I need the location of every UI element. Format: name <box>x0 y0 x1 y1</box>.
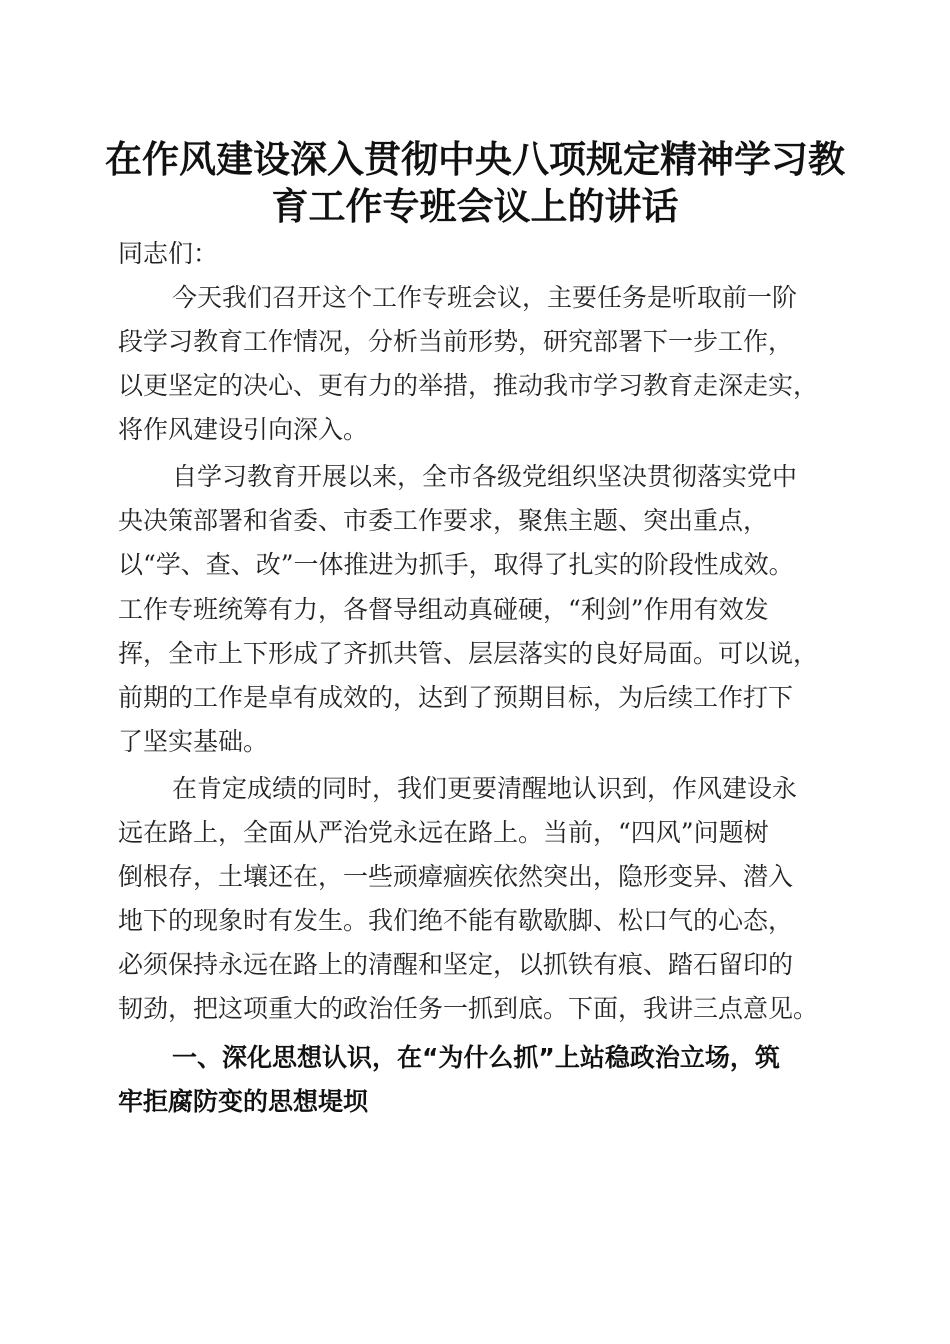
section-heading-1-line-1: 一、深化思想认识，在“为什么抓”上站稳政治立场，筑 <box>172 1043 780 1072</box>
paragraph3-line-6: 韧劲，把这项重大的政治任务一抓到底。下面，我讲三点意见。 <box>118 994 819 1023</box>
paragraph3-line-3: 倒根存，土壤还在，一些顽瘴痼疾依然突出，隐形变异、潜入 <box>118 862 794 891</box>
paragraph3-line-5: 必须保持永远在路上的清醒和坚定，以抓铁有痕、踏石留印的 <box>118 950 794 979</box>
document-title-line-2: 育工作专班会议上的讲话 <box>271 184 679 228</box>
paragraph2-line-4: 工作专班统筹有力，各督导组动真碰硬，“利剑”作用有效发 <box>118 595 769 624</box>
paragraph1-line-3: 以更坚定的决心、更有力的举措，推动我市学习教育走深走实， <box>118 371 819 400</box>
document-title-line-1: 在作风建设深入贯彻中央八项规定精神学习教 <box>105 137 845 181</box>
paragraph3-line-4: 地下的现象时有发生。我们绝不能有歇歇脚、松口气的心态， <box>118 906 794 935</box>
salutation: 同志们： <box>118 239 219 268</box>
paragraph2-line-2: 央决策部署和省委、市委工作要求，聚焦主题、突出重点， <box>118 506 769 535</box>
paragraph1-line-4: 将作风建设引向深入。 <box>118 415 369 444</box>
paragraph1-line-1: 今天我们召开这个工作专班会议，主要任务是听取前一阶 <box>172 283 798 312</box>
section-heading-1-line-2: 牢拒腐防变的思想堤坝 <box>118 1087 369 1116</box>
paragraph2-line-1: 自学习教育开展以来，全市各级党组织坚决贯彻落实党中 <box>172 462 798 491</box>
paragraph1-line-2: 段学习教育工作情况，分析当前形势，研究部署下一步工作， <box>118 327 794 356</box>
paragraph3-line-1: 在肯定成绩的同时，我们更要清醒地认识到，作风建设永 <box>172 774 798 803</box>
paragraph2-line-5: 挥，全市上下形成了齐抓共管、层层落实的良好局面。可以说， <box>118 639 819 668</box>
paragraph2-line-3: 以“学、查、改”一体推进为抓手，取得了扎实的阶段性成效。 <box>118 550 794 579</box>
paragraph3-line-2: 远在路上，全面从严治党永远在路上。当前，“四风”问题树 <box>118 818 769 847</box>
paragraph2-line-7: 了坚实基础。 <box>118 727 269 756</box>
paragraph2-line-6: 前期的工作是卓有成效的，达到了预期目标，为后续工作打下 <box>118 683 794 712</box>
